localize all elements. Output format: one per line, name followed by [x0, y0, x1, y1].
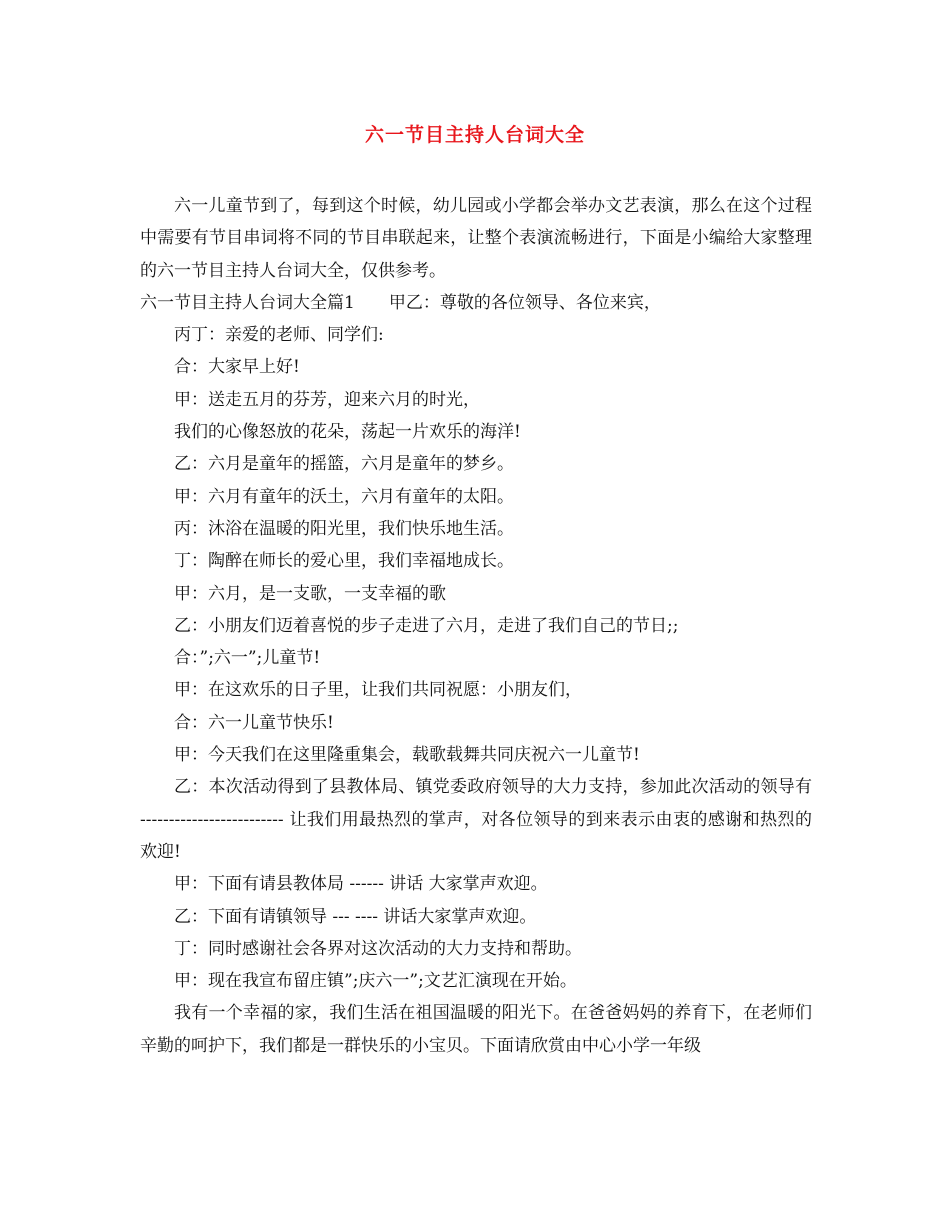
section-heading: 六一节目主持人台词大全篇1	[140, 292, 355, 313]
script-line: 甲：现在我宣布留庄镇”;庆六一”;文艺汇演现在开始。	[174, 971, 577, 992]
document-body	[140, 190, 812, 1062]
script-line: 乙：下面有请镇领导 --- ---- 讲话大家掌声欢迎。	[174, 906, 537, 927]
script-line: 合：”;六一”;儿童节!	[174, 648, 321, 669]
document-title: 六一节目主持人台词大全	[364, 124, 585, 146]
closing-paragraph: 我有一个幸福的家，我们生活在祖国温暖的阳光下。在爸爸妈妈的养育下，在老师们辛勤的呵护下，我们都是一群快乐的小宝贝。下面请欣赏由中心小学一年级	[140, 1003, 812, 1056]
support-paragraph: 乙：本次活动得到了县教体局、镇党委政府领导的大力支持，参加此次活动的领导有 ------------------------- 让我们用最热烈的掌声，对各位领导的到来表示由衷的感谢和热烈的欢迎!	[140, 777, 812, 862]
script-line: 甲：送走五月的芬芳，迎来六月的时光，	[174, 389, 480, 410]
intro-paragraph: 六一儿童节到了，每到这个时候，幼儿园或小学都会举办文艺表演，那么在这个过程中需要有节目串词将不同的节目串联起来，让整个表演流畅进行，下面是小编给大家整理的六一节目主持人台词大全，仅供参考。	[140, 196, 812, 281]
section-heading-line	[140, 287, 812, 319]
script-line: 丁：同时感谢社会各界对这次活动的大力支持和帮助。	[174, 938, 582, 959]
script-line: 乙：小朋友们迈着喜悦的步子走进了六月，走进了我们自己的节日;;	[174, 615, 679, 636]
script-line: 甲：六月，是一支歌，一支幸福的歌	[174, 583, 446, 604]
script-line: 甲：在这欢乐的日子里，让我们共同祝愿：小朋友们，	[174, 680, 582, 701]
script-line: 我们的心像怒放的花朵，荡起一片欢乐的海洋!	[174, 422, 521, 443]
script-line: 甲：今天我们在这里隆重集会，载歌载舞共同庆祝六一儿童节!	[174, 745, 640, 766]
script-line: 合：大家早上好!	[174, 357, 300, 378]
section-first-line: 甲乙：尊敬的各位领导、各位来宾，	[388, 292, 661, 313]
script-line: 丙丁：亲爱的老师、同学们:	[174, 325, 384, 346]
script-line: 丙：沐浴在温暖的阳光里，我们快乐地生活。	[174, 518, 514, 539]
script-line: 合：六一儿童节快乐!	[174, 712, 334, 733]
script-line: 甲：下面有请县教体局 ------ 讲话 大家掌声欢迎。	[174, 874, 548, 895]
script-line: 乙：六月是童年的摇篮，六月是童年的梦乡。	[174, 454, 514, 475]
script-line: 丁：陶醉在师长的爱心里，我们幸福地成长。	[174, 551, 514, 572]
script-line: 甲：六月有童年的沃土，六月有童年的太阳。	[174, 486, 514, 507]
